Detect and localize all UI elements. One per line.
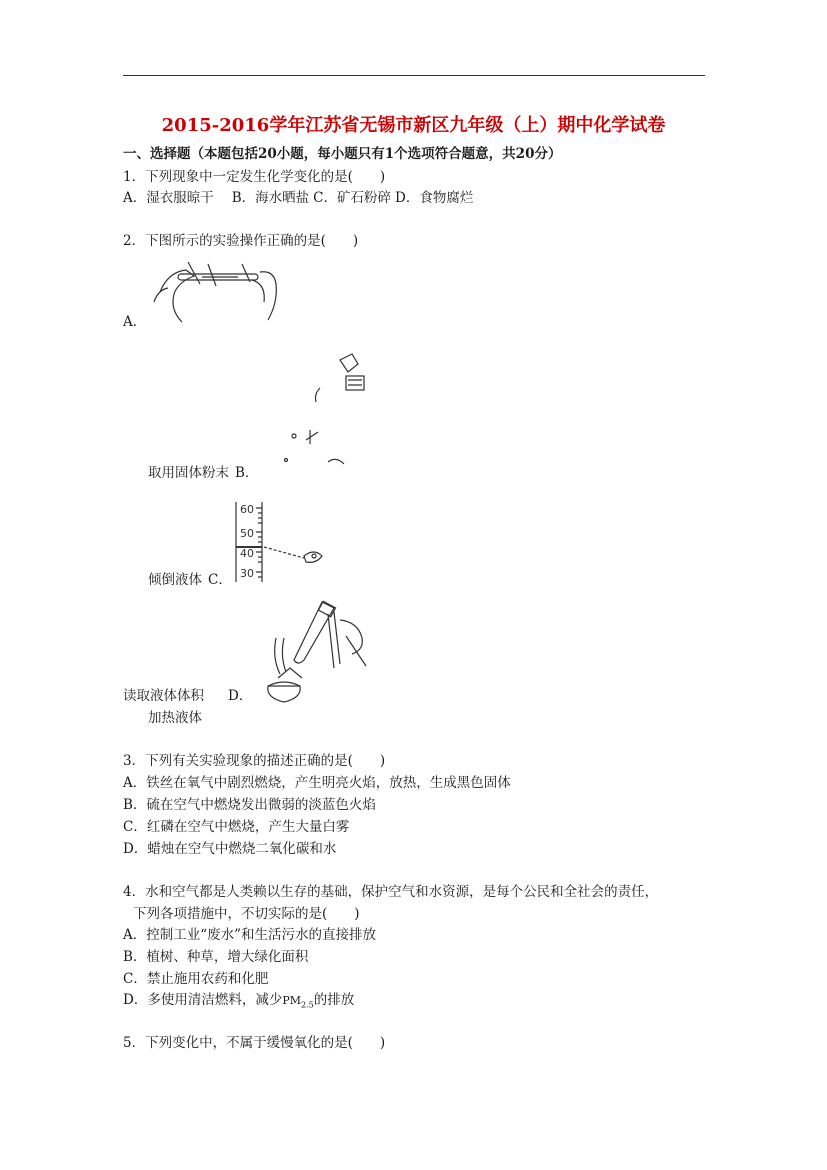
figure-d-heating-liquid <box>262 598 372 706</box>
q2-option-d-caption-2: 加热液体 <box>148 710 202 726</box>
q4-option-d-text: D．多使用清洁燃料，减少 <box>123 992 283 1008</box>
q1-option-b: B．海水晒盐 <box>231 190 310 206</box>
page-title: 2015-2016学年江苏省无锡市新区九年级（上）期中化学试卷 <box>161 115 666 136</box>
q1-option-a: A．湿衣服晾干 <box>123 190 214 206</box>
q2-option-b-caption: 取用固体粉末 <box>148 465 229 481</box>
q2-option-d <box>123 687 252 705</box>
header-rule <box>123 75 705 76</box>
q2-option-d-caption: 读取液体体积 <box>123 688 204 704</box>
q4-option-d-suffix: 的排放 <box>313 992 355 1008</box>
q3-stem: 3．下列有关实验现象的描述正确的是( ) <box>123 753 386 769</box>
cylinder-tick-30: 30 <box>240 567 254 580</box>
section-heading: 一、选择题（本题包括20小题，每小题只有1个选项符合题意，共20分） <box>123 146 562 162</box>
figure-c-graduated-cylinder <box>234 500 334 585</box>
q2-option-b <box>148 464 258 482</box>
q3-option-c: C．红磷在空气中燃烧，产生大量白雾 <box>123 819 350 835</box>
q4-stem-line2: 下列各项措施中，不切实际的是( ) <box>133 906 360 922</box>
figure-a-hands-test-tube <box>148 262 288 326</box>
q4-option-d <box>123 991 354 1015</box>
q3-option-d: D．蜡烛在空气中燃烧二氧化碳和水 <box>123 841 337 857</box>
cylinder-tick-50: 50 <box>240 527 254 540</box>
q1-stem: 1．下列现象中一定发生化学变化的是( ) <box>123 169 386 185</box>
q5-stem: 5．下列变化中，不属于缓慢氧化的是( ) <box>123 1035 386 1051</box>
figure-b-solid-powder <box>280 352 370 472</box>
q4-stem-line1: 4．水和空气都是人类赖以生存的基础，保护空气和水资源，是每个公民和全社会的责任， <box>123 884 659 900</box>
q4-pm-subscript: 2.5 <box>301 1000 314 1010</box>
q2-option-a-label: A． <box>123 314 147 330</box>
q1-option-c: C．矿石粉碎 <box>313 190 392 206</box>
q3-option-b: B．硫在空气中燃烧发出微弱的淡蓝色火焰 <box>123 797 376 813</box>
q2-option-b-label: B． <box>235 465 259 481</box>
q1-option-d: D．食物腐烂 <box>395 190 474 206</box>
q3-option-a: A．铁丝在氧气中剧烈燃烧，产生明亮火焰，放热，生成黑色固体 <box>123 775 511 791</box>
q4-option-c: C．禁止施用农药和化肥 <box>123 971 269 987</box>
cylinder-tick-40: 40 <box>240 547 254 560</box>
q2-option-c-caption: 倾倒液体 <box>148 572 202 588</box>
q2-option-c-label: C． <box>208 572 232 588</box>
q4-option-a: A．控制工业“废水”和生活污水的直接排放 <box>123 927 377 943</box>
q4-option-b: B．植树、种草，增大绿化面积 <box>123 949 309 965</box>
cylinder-tick-60: 60 <box>240 503 254 516</box>
q4-pm-label: PM <box>282 994 301 1007</box>
q1-options <box>123 189 473 207</box>
q2-option-c <box>148 571 232 589</box>
q2-option-d-label: D． <box>228 688 253 704</box>
q2-stem: 2．下图所示的实验操作正确的是( ) <box>123 233 359 249</box>
